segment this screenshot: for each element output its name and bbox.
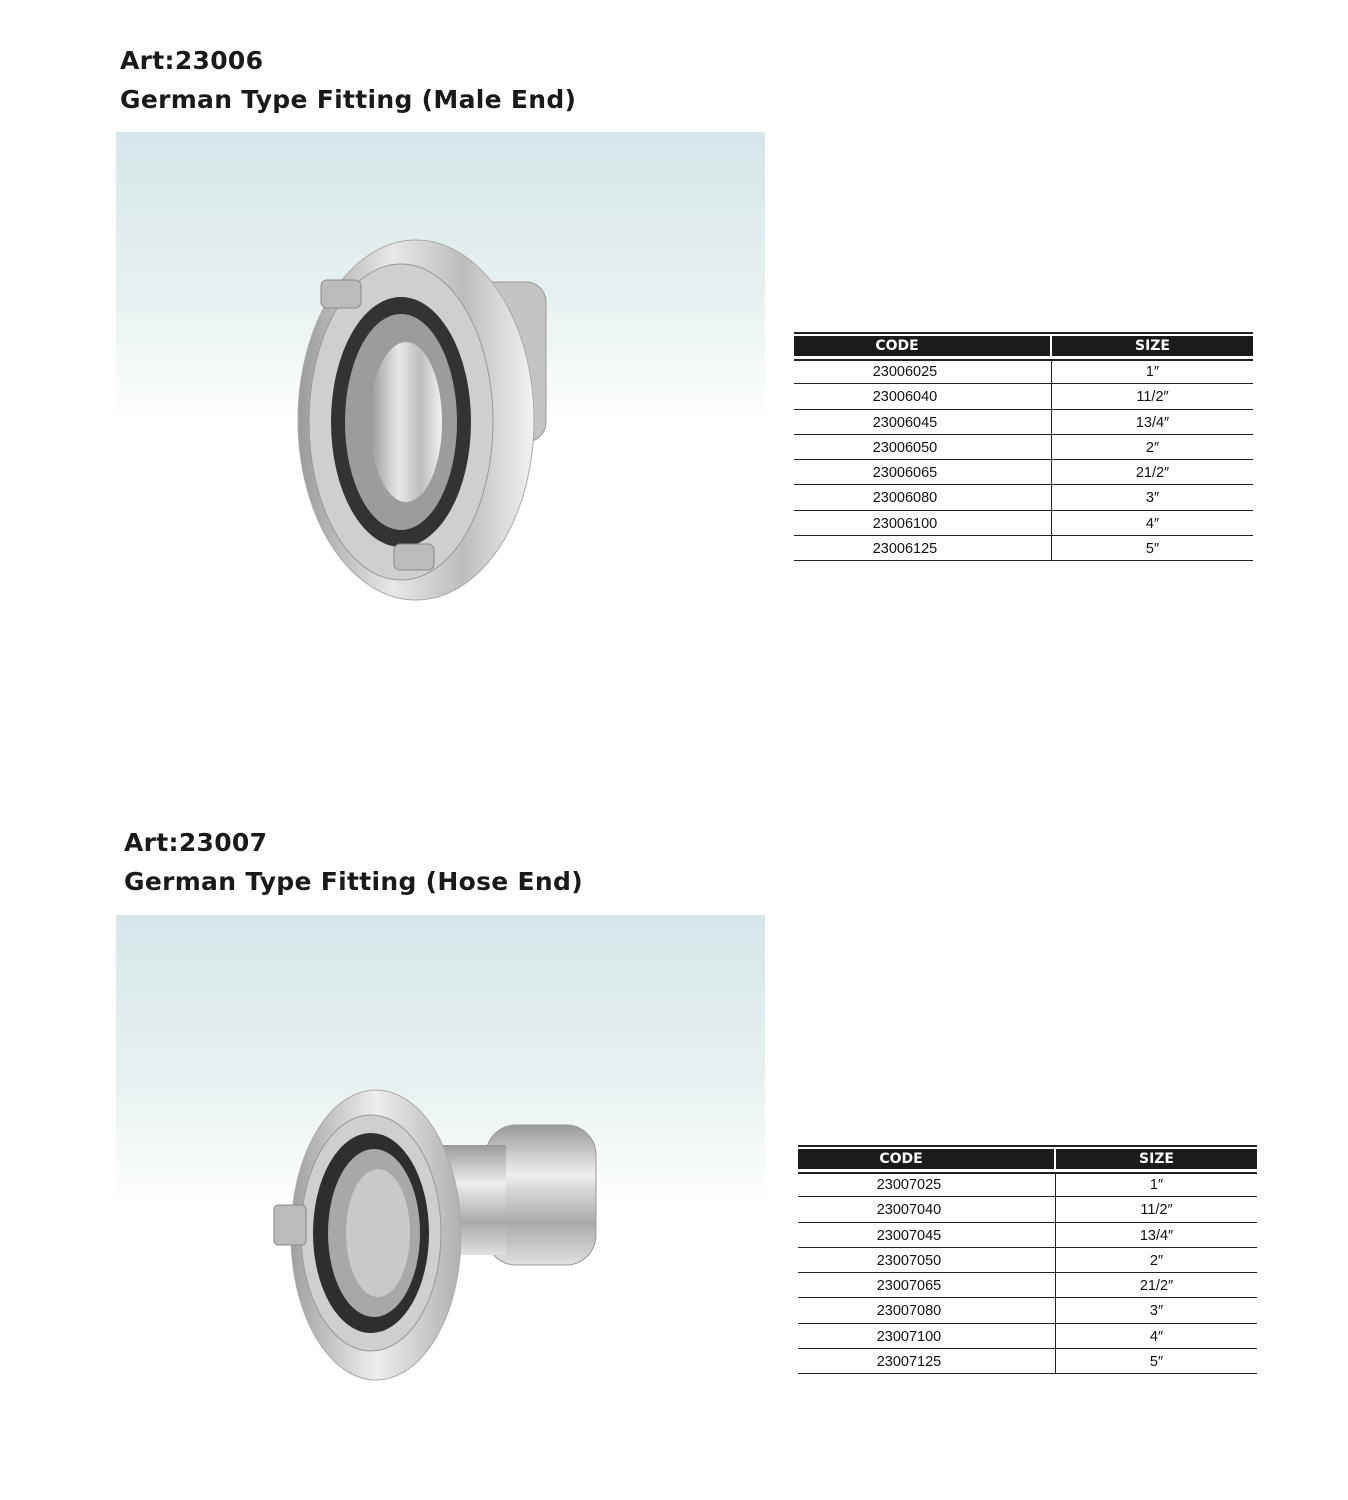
product-1-photo [116,132,765,632]
code-cell: 23007040 [798,1197,1056,1221]
size-cell: 5″ [1149,1354,1164,1371]
product-2-art-number: Art:23007 [124,828,268,857]
product-2-photo [116,915,765,1415]
table-row [794,485,1253,510]
size-cell: 13/4″ [1135,414,1170,431]
product-1-size-table [794,332,1253,561]
code-cell: 23006025 [794,359,1052,383]
table-row [794,359,1253,384]
code-cell: 23007025 [798,1172,1056,1196]
size-cell: 2″ [1149,1252,1164,1269]
code-cell: 23007045 [798,1223,1056,1247]
size-cell: 11/2″ [1140,1202,1173,1219]
table-row [798,1298,1257,1323]
table-row [798,1349,1257,1374]
table-row [798,1172,1257,1197]
code-cell: 23006065 [794,460,1052,484]
code-cell: 23007080 [798,1298,1056,1322]
column-header-code: CODE [794,336,1052,356]
size-cell: 5″ [1145,541,1160,558]
product-2-size-table [798,1145,1257,1374]
code-cell: 23006045 [794,410,1052,434]
code-cell: 23006040 [794,384,1052,408]
code-cell: 23006100 [794,511,1052,535]
column-header-size: SIZE [1138,1151,1174,1167]
code-cell: 23006080 [794,485,1052,509]
column-header-size: SIZE [1134,338,1170,354]
table-row [794,536,1253,561]
table-row [798,1273,1257,1298]
table-row [794,511,1253,536]
size-cell: 3″ [1149,1303,1164,1320]
column-header-code: CODE [798,1149,1056,1169]
size-cell: 11/2″ [1136,389,1169,406]
code-cell: 23006050 [794,435,1052,459]
size-cell: 13/4″ [1139,1227,1174,1244]
product-1-art-number: Art:23006 [120,46,264,75]
size-cell: 21/2″ [1139,1278,1174,1295]
male-end-fitting-image [116,132,765,632]
product-2-title: German Type Fitting (Hose End) [124,867,583,896]
code-cell: 23007065 [798,1273,1056,1297]
table-row [794,384,1253,409]
table-row [798,1324,1257,1349]
table-header [794,336,1253,359]
size-cell: 1″ [1149,1177,1164,1193]
table-row [798,1223,1257,1248]
size-cell: 4″ [1149,1328,1164,1345]
size-cell: 1″ [1145,364,1160,380]
table-row [794,410,1253,435]
size-cell: 4″ [1145,515,1160,532]
table-row [794,435,1253,460]
product-1-title: German Type Fitting (Male End) [120,85,577,114]
table-row [794,460,1253,485]
size-cell: 3″ [1145,490,1160,507]
size-cell: 21/2″ [1135,465,1170,482]
size-cell: 2″ [1145,439,1160,456]
table-row [798,1248,1257,1273]
code-cell: 23007125 [798,1349,1056,1373]
hose-end-fitting-image [116,915,765,1415]
table-header [798,1149,1257,1172]
code-cell: 23007050 [798,1248,1056,1272]
code-cell: 23007100 [798,1324,1056,1348]
code-cell: 23006125 [794,536,1052,560]
table-row [798,1197,1257,1222]
